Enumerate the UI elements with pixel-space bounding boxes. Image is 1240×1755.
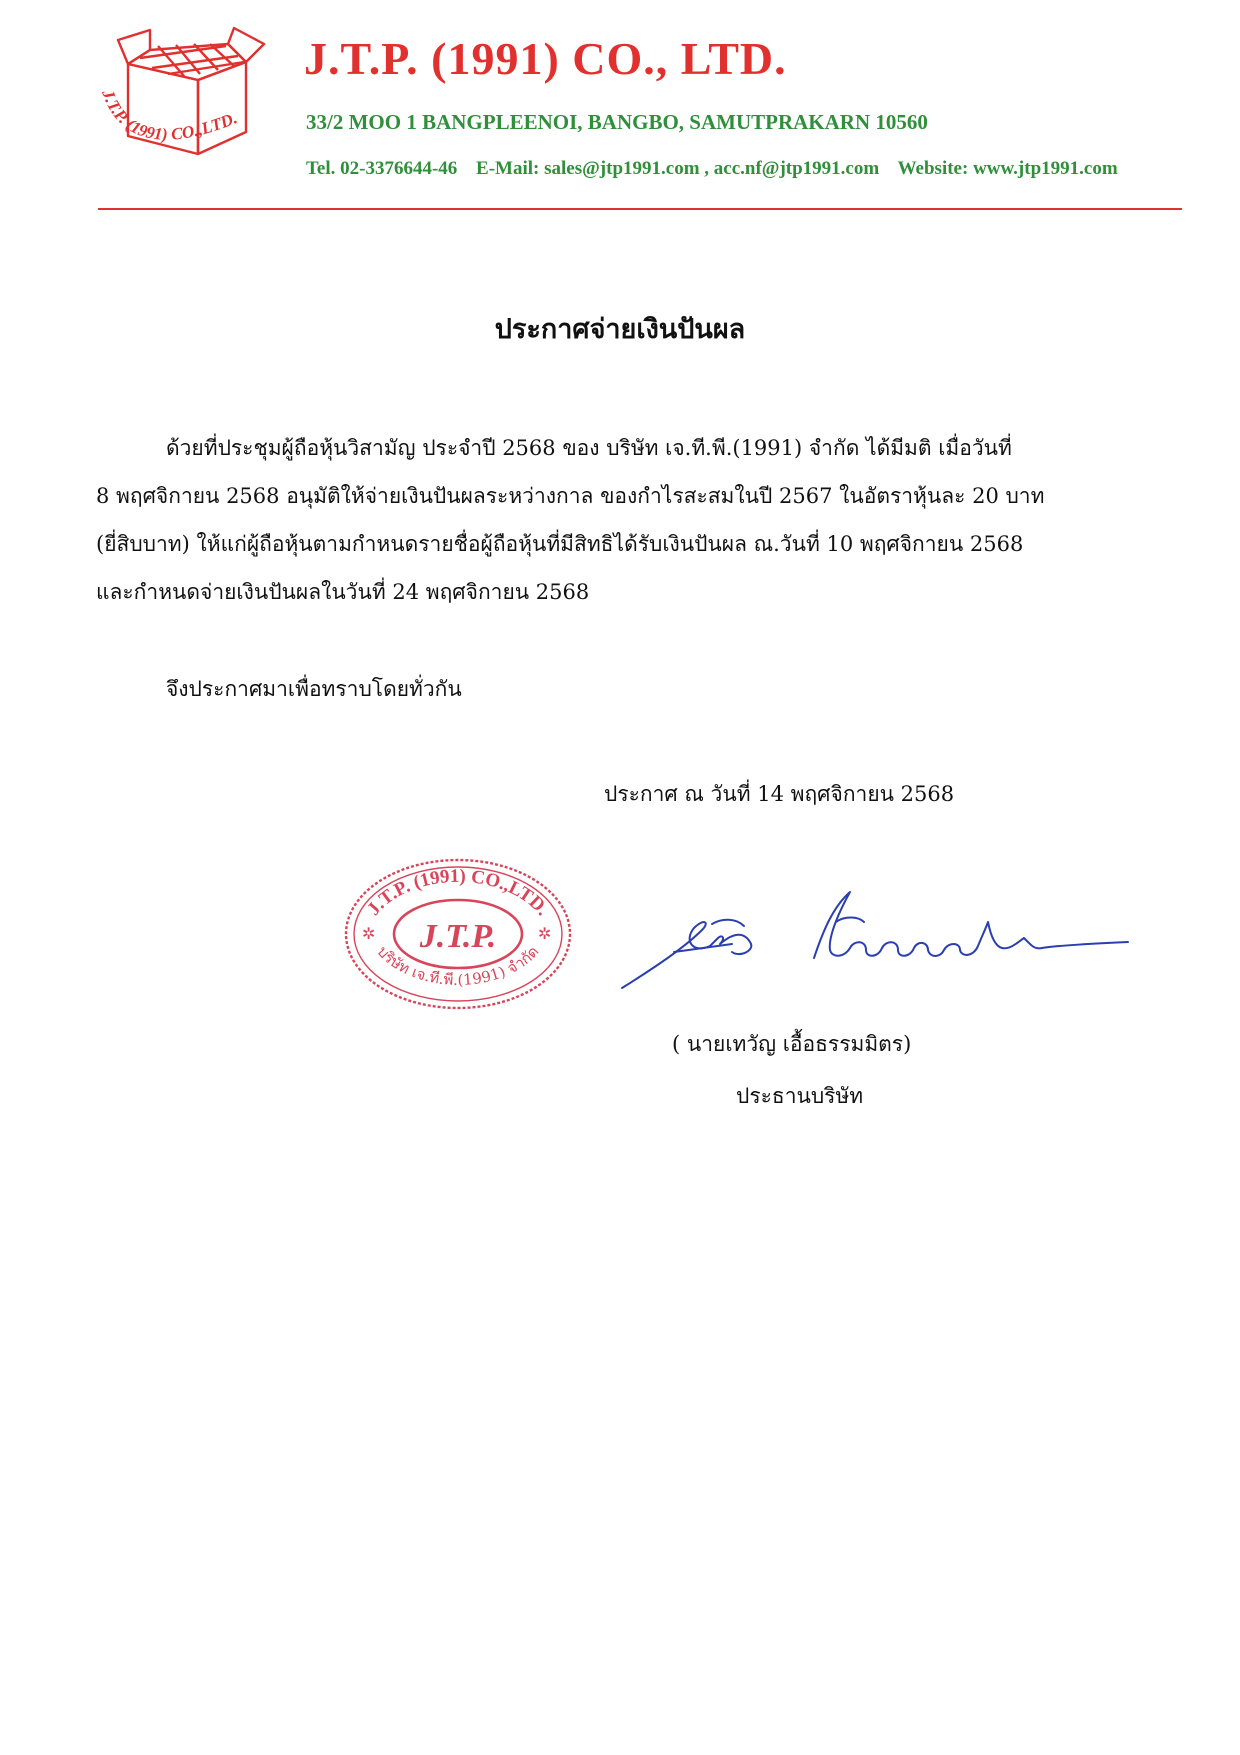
logo-text: J.T.P. (1991) CO.,LTD. bbox=[98, 86, 240, 144]
seal-center-text: J.T.P. bbox=[419, 918, 497, 955]
body-line: และกำหนดจ่ายเงินปันผลในวันที่ 24 พฤศจิกายน 2568 bbox=[96, 580, 590, 604]
signatory-title: ประธานบริษัท bbox=[736, 1084, 864, 1108]
body-line: (ยี่สิบบาท) ให้แก่ผู้ถือหุ้นตามกำหนดรายชื่อผู้ถือหุ้นที่มีสิทธิได้รับเงินปันผล ณ.วันที่ 10 พฤศจิกายน 2568 bbox=[96, 532, 1024, 556]
company-seal bbox=[340, 855, 576, 1013]
document-title: ประกาศจ่ายเงินปันผล bbox=[494, 314, 746, 345]
body-line: 8 พฤศจิกายน 2568 อนุมัติให้จ่ายเงินปันผลระหว่างกาล ของกำไรสะสมในปี 2567 ในอัตราหุ้นละ 20 บาท bbox=[96, 484, 1045, 508]
seal-inner-text: บริษัท เจ.ที.พี.(1991) จำกัด bbox=[373, 942, 543, 989]
header-divider bbox=[98, 208, 1182, 210]
company-email: E-Mail: sales@jtp1991.com , acc.nf@jtp1991.com bbox=[476, 158, 880, 179]
company-logo bbox=[88, 22, 288, 182]
company-contact bbox=[306, 158, 1132, 180]
seal-outer-text: J.T.P. (1991) CO.,LTD. bbox=[363, 865, 554, 920]
svg-text:J.T.P. (1991) CO.,LTD. bbox=[98, 86, 240, 144]
seal-star-icon: ✲ bbox=[538, 924, 552, 943]
seal-star-icon: ✲ bbox=[362, 924, 376, 943]
company-website: Website: www.jtp1991.com bbox=[897, 158, 1118, 179]
company-tel: Tel. 02-3376644-46 bbox=[306, 158, 458, 179]
announcement-date: ประกาศ ณ วันที่ 14 พฤศจิกายน 2568 bbox=[604, 782, 955, 806]
announcement-body bbox=[96, 424, 1176, 616]
body-line: ด้วยที่ประชุมผู้ถือหุ้นวิสามัญ ประจำปี 2568 ของ บริษัท เจ.ที.พี.(1991) จำกัด ได้มีมติ เมื่อวันที่ bbox=[166, 436, 1012, 460]
company-name: J.T.P. (1991) CO., LTD. bbox=[304, 33, 787, 84]
closing-statement: จึงประกาศมาเพื่อทราบโดยทั่วกัน bbox=[166, 677, 462, 701]
signatory-name: ( นายเทวัญ เอื้อธรรมมิตร) bbox=[672, 1032, 912, 1056]
signature-icon bbox=[614, 888, 1134, 998]
company-address: 33/2 MOO 1 BANGPLEENOI, BANGBO, SAMUTPRAKARN 10560 bbox=[306, 110, 928, 134]
